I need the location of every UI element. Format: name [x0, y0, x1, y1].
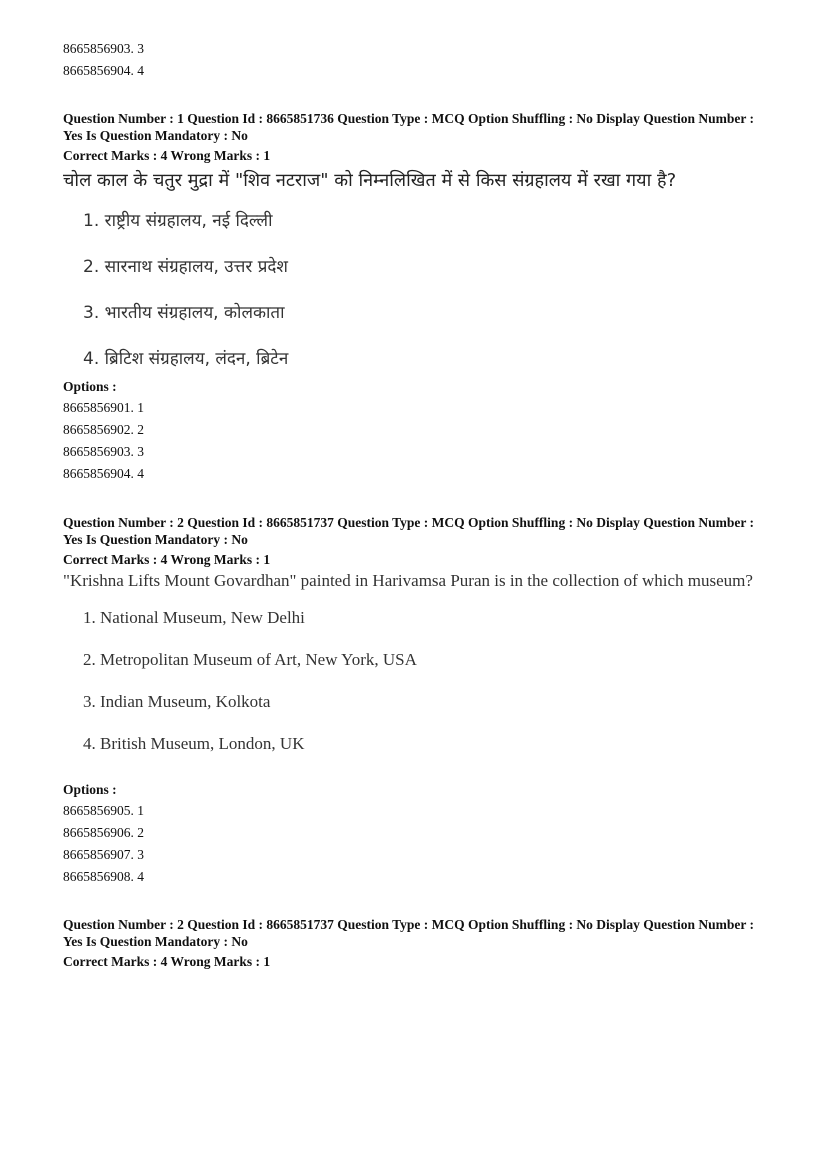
question-block-1 [63, 110, 763, 382]
choice-item: 4. British Museum, London, UK [83, 734, 305, 753]
option-id: 8665856904. 4 [63, 63, 144, 78]
option-id: 8665856907. 3 [63, 847, 144, 862]
option-id: 8665856901. 1 [63, 400, 144, 415]
options-block-1 [63, 377, 763, 485]
option-id: 8665856904. 4 [63, 466, 144, 481]
question-marks: Correct Marks : 4 Wrong Marks : 1 [63, 552, 271, 567]
option-id: 8665856902. 2 [63, 422, 144, 437]
option-id: 8665856905. 1 [63, 803, 144, 818]
choice-item: 1. National Museum, New Delhi [83, 608, 305, 627]
question-meta: Question Number : 2 Question Id : 8665851737 Question Type : MCQ Option Shuffling : No Display Question Number : Yes Is Question Mandatory : No [63, 917, 754, 949]
options-label: Options : [63, 379, 117, 394]
choice-item: 3. Indian Museum, Kolkota [83, 692, 271, 711]
choice-item: 4. ब्रिटिश संग्रहालय, लंदन, ब्रिटेन [83, 349, 289, 369]
choice-item: 1. राष्ट्रीय संग्रहालय, नई दिल्ली [83, 211, 273, 231]
choice-item: 3. भारतीय संग्रहालय, कोलकाता [83, 303, 285, 323]
question-block-3 [63, 916, 763, 970]
previous-options [63, 38, 763, 82]
option-id: 8665856906. 2 [63, 825, 144, 840]
question-marks: Correct Marks : 4 Wrong Marks : 1 [63, 148, 271, 163]
choice-item: 2. सारनाथ संग्रहालय, उत्तर प्रदेश [83, 257, 288, 277]
question-meta: Question Number : 1 Question Id : 8665851736 Question Type : MCQ Option Shuffling : No Display Question Number : Yes Is Question Mandatory : No [63, 111, 754, 143]
question-meta: Question Number : 2 Question Id : 8665851737 Question Type : MCQ Option Shuffling : No Display Question Number : Yes Is Question Mandatory : No [63, 515, 754, 547]
options-block-2 [63, 780, 763, 888]
options-label: Options : [63, 782, 117, 797]
question-block-2 [63, 514, 763, 765]
question-text: "Krishna Lifts Mount Govardhan" painted in Harivamsa Puran is in the collection of which museum? [63, 571, 753, 590]
option-id: 8665856908. 4 [63, 869, 144, 884]
question-text: चोल काल के चतुर मुद्रा में "शिव नटराज" को निम्नलिखित में से किस संग्रहालय में रखा गया है? [63, 170, 677, 191]
choice-list [63, 198, 763, 382]
question-marks: Correct Marks : 4 Wrong Marks : 1 [63, 954, 271, 969]
choice-list [63, 597, 763, 765]
option-id: 8665856903. 3 [63, 41, 144, 56]
option-id: 8665856903. 3 [63, 444, 144, 459]
choice-item: 2. Metropolitan Museum of Art, New York, USA [83, 650, 417, 669]
